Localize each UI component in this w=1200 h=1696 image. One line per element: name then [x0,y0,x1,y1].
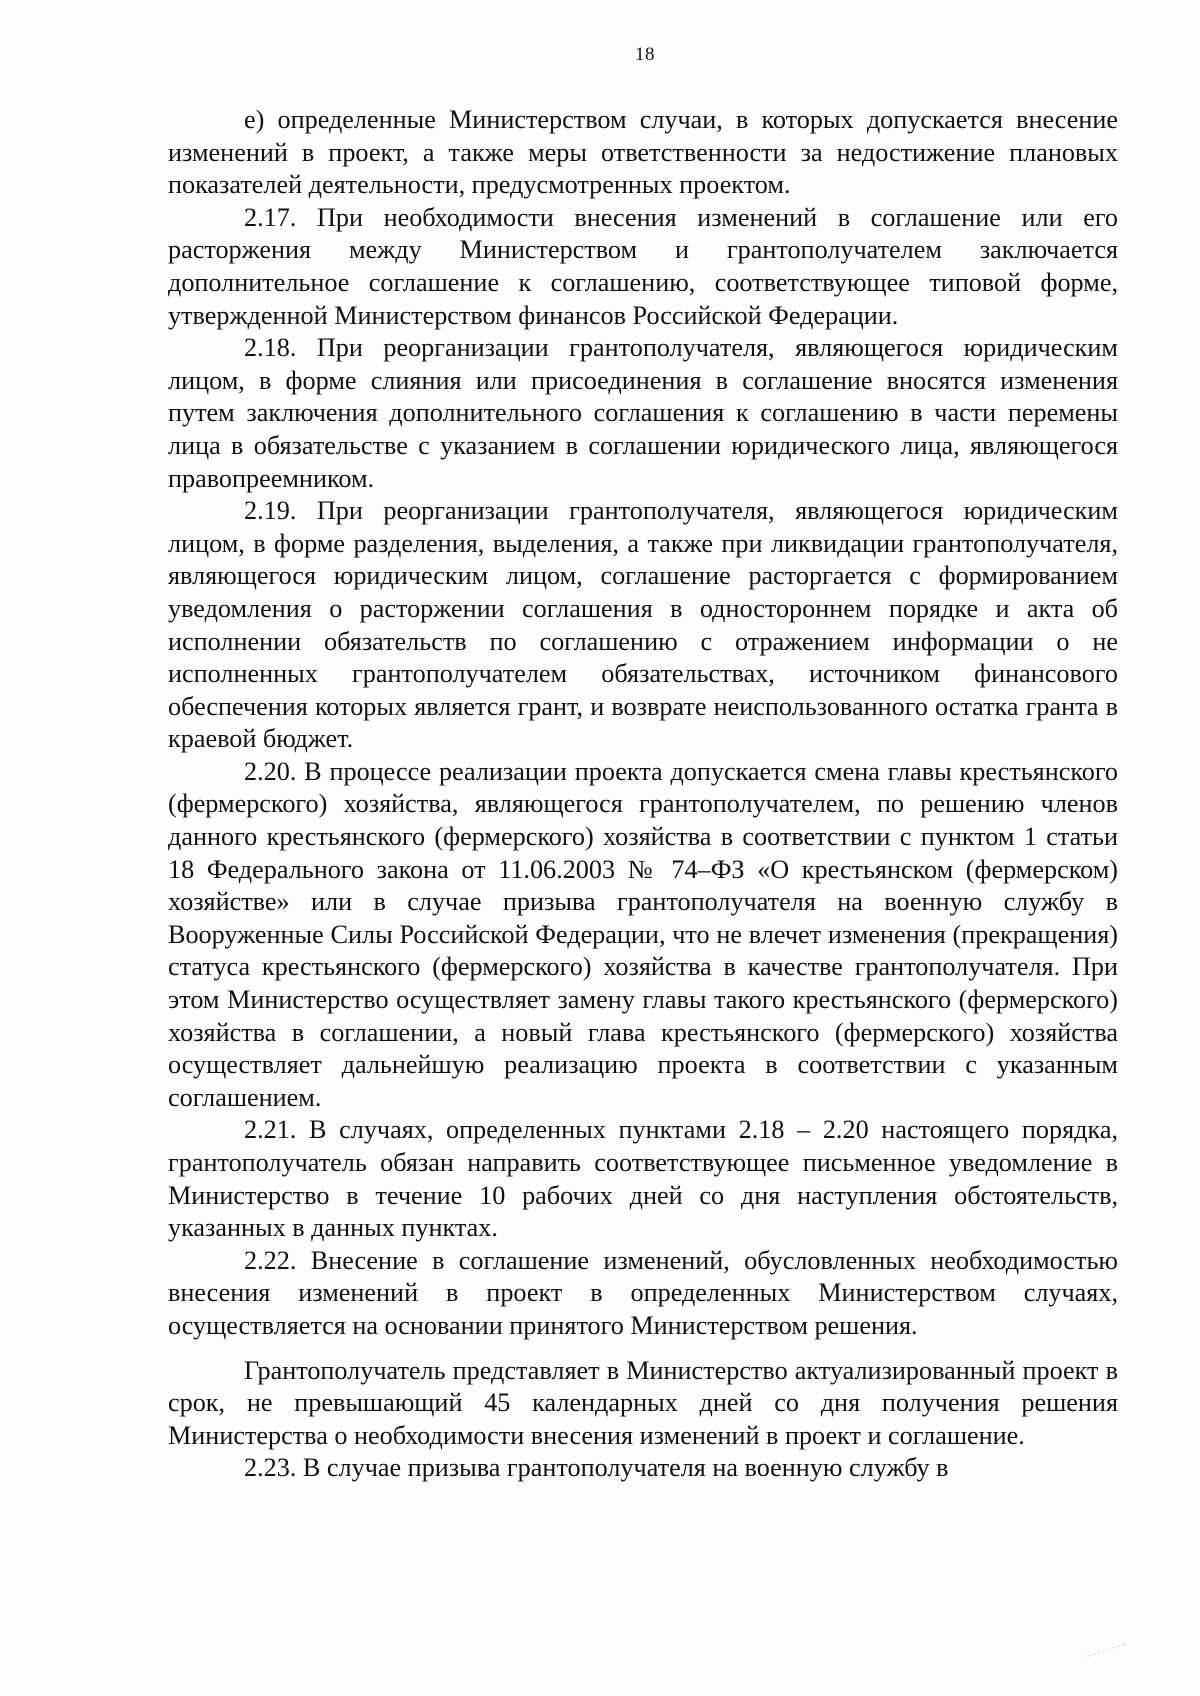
paragraph-2-17: 2.17. При необходимости внесения изменений в соглашение или его расторжения между Министерством и грантополучателем заключается дополнительное соглашение к соглашению, соответствующее типовой форме, утвержденной Министерством финансов Российской Федерации. [168,202,1118,330]
scan-artifact [1087,1643,1132,1677]
paragraph-2-18: 2.18. При реорганизации грантополучателя, являющегося юридическим лицом, в форме слияния или присоединения в соглашение вносятся изменения путем заключения дополнительного соглашения к соглашению в части перемены лица в обязательстве с указанием в соглашении юридического лица, являющегося правопреемником. [168,333,1118,493]
document-body [168,104,1118,1485]
paragraph-2-19: 2.19. При реорганизации грантополучателя, являющегося юридическим лицом, в форме разделения, выделения, а также при ликвидации грантополучателя, являющегося юридическим лицом, соглашение расторгается с формированием уведомления о расторжении соглашения в одностороннем порядке и акта об исполнении обязательств по соглашению с отражением информации о не исполненных грантополучателем обязательствах, источником финансового обеспечения которых является грант, и возврате неиспользованного остатка гранта в краевой бюджет. [168,496,1118,754]
page-number: 18 [635,44,655,65]
paragraph-item-e: е) определенные Министерством случаи, в которых допускается внесение изменений в проект, а также меры ответственности за недостижение плановых показателей деятельности, предусмотренных проектом. [168,105,1118,200]
paragraph-grantee-submission: Грантополучатель представляет в Министерство актуализированный проект в срок, не превышающий 45 календарных дней со дня получения решения Министерства о необходимости внесения изменений в проект и соглашение. [168,1355,1118,1450]
paragraph-2-21: 2.21. В случаях, определенных пунктами 2.18 – 2.20 настоящего порядка, грантополучатель обязан направить соответствующее письменное уведомление в Министерство в течение 10 рабочих дней со дня наступления обстоятельств, указанных в данных пунктах. [168,1115,1118,1243]
paragraph-2-20: 2.20. В процессе реализации проекта допускается смена главы крестьянского (фермерского) хозяйства, являющегося грантополучателем, по решению членов данного крестьянского (фермерского) хозяйства в соответствии с пунктом 1 статьи 18 Федерального закона от 11.06.2003 № 74–ФЗ «О крестьянском (фермерском) хозяйстве» или в случае призыва грантополучателя на военную службу в Вооруженные Силы Российской Федерации, что не влечет изменения (прекращения) статуса крестьянского (фермерского) хозяйства в качестве грантополучателя. При этом Министерство осуществляет замену главы такого крестьянского (фермерского) хозяйства в соглашении, а новый глава крестьянского (фермерского) хозяйства осуществляет дальнейшую реализацию проекта в соответствии с указанным соглашением. [168,756,1118,1112]
paragraph-2-22: 2.22. Внесение в соглашение изменений, обусловленных необходимостью внесения изменений в проект в определенных Министерством случаях, осуществляется на основании принятого Министерством решения. [168,1245,1118,1340]
paragraph-2-23: 2.23. В случае призыва грантополучателя на военную службу в [244,1453,949,1483]
